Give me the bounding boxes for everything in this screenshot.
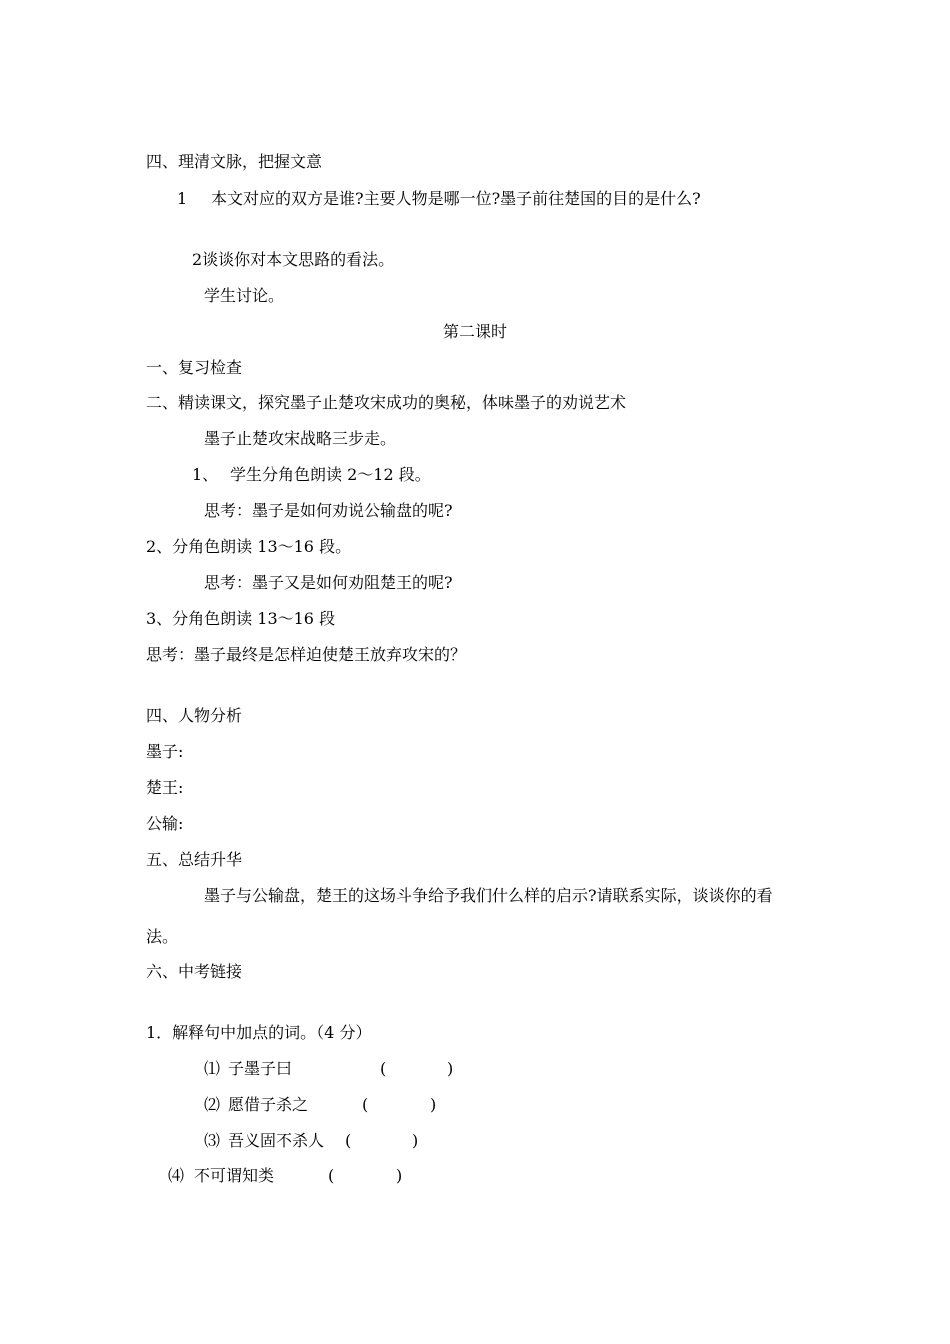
- step1-text: 学生分角色朗读 2～12 段。: [230, 465, 431, 484]
- exam-item-number: ⑷: [168, 1166, 185, 1185]
- character-gongshu: 公输:: [146, 814, 184, 833]
- section4-heading: 四、理清文脉，把握文意: [146, 152, 323, 171]
- answer-paren-open: (: [345, 1131, 352, 1150]
- answer-paren-close: ): [447, 1059, 454, 1078]
- step2-line: 2、分角色朗读 13～16 段。: [146, 537, 352, 556]
- characters-heading: 四、人物分析: [146, 706, 243, 725]
- answer-paren-open: (: [380, 1059, 387, 1078]
- answer-paren-close: ): [412, 1131, 419, 1150]
- exam-item-text: 子墨子曰: [228, 1059, 293, 1078]
- exam-item-number: ⑴: [204, 1059, 221, 1078]
- summary-text-line2: 法。: [146, 927, 179, 946]
- think1-line: 思考：墨子是如何劝说公输盘的呢?: [204, 501, 453, 520]
- step1-number: 1、: [192, 465, 219, 484]
- exam-heading: 六、中考链接: [146, 962, 243, 981]
- summary-heading: 五、总结升华: [146, 850, 243, 869]
- question2-text: 2谈谈你对本文思路的看法。: [192, 250, 395, 269]
- think2-line: 思考：墨子又是如何劝阻楚王的呢?: [204, 573, 453, 592]
- answer-paren-open: (: [328, 1166, 335, 1185]
- lesson2-title: 第二课时: [442, 322, 507, 341]
- strategy-line: 墨子止楚攻宋战略三步走。: [204, 429, 397, 448]
- character-mozi: 墨子:: [146, 742, 184, 761]
- summary-text-line1: 墨子与公输盘，楚王的这场斗争给予我们什么样的启示?请联系实际，谈谈你的看: [204, 886, 773, 905]
- think3-line: 思考：墨子最终是怎样迫使楚王放弃攻宋的？: [146, 645, 467, 664]
- step3-line: 3、分角色朗读 13～16 段: [146, 609, 336, 628]
- exam-item-number: ⑵: [204, 1095, 221, 1114]
- question1-number: 1: [177, 189, 188, 208]
- question1-text: 本文对应的双方是谁?主要人物是哪一位?墨子前往楚国的目的是什么?: [211, 189, 701, 208]
- character-chuwang: 楚王:: [146, 778, 184, 797]
- exam-question1: 1．解释句中加点的词。（4 分）: [146, 1023, 372, 1042]
- review-heading: 一、复习检查: [146, 358, 243, 377]
- exam-item-number: ⑶: [204, 1131, 221, 1150]
- exam-item-text: 吾义固不杀人: [228, 1131, 325, 1150]
- discussion-note: 学生讨论。: [204, 286, 285, 305]
- exam-item-text: 愿借子杀之: [228, 1095, 309, 1114]
- close-reading-heading: 二、精读课文，探究墨子止楚攻宋成功的奥秘，体味墨子的劝说艺术: [146, 393, 627, 412]
- answer-paren-close: ): [430, 1095, 437, 1114]
- answer-paren-close: ): [396, 1166, 403, 1185]
- answer-paren-open: (: [362, 1095, 369, 1114]
- exam-item-text: 不可谓知类: [194, 1166, 275, 1185]
